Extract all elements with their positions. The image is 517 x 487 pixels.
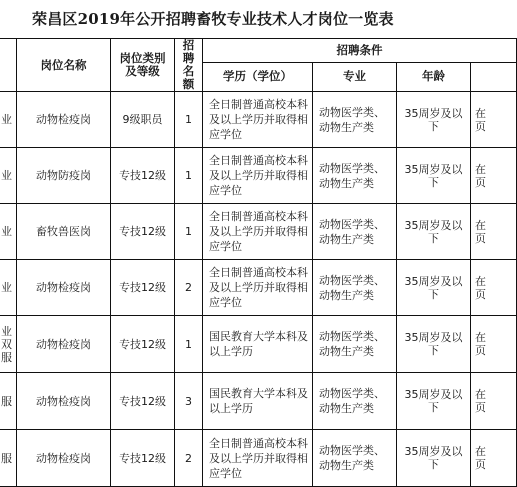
cell-recruit-count: 2: [175, 260, 203, 316]
header-position-name: 岗位名称: [17, 39, 111, 92]
cell-major: 动物医学类、动物生产类: [313, 316, 397, 373]
cell-category-level: 专技12级: [111, 316, 175, 373]
header-recruit-count: 招聘名额: [175, 39, 203, 92]
cell-category-level: 专技12级: [111, 148, 175, 204]
cell-education: 全日制普通高校本科及以上学历并取得相应学位: [203, 430, 313, 487]
table-row: [0, 204, 517, 260]
cell-age: 35周岁及以下: [397, 92, 471, 148]
cell-education: 全日制普通高校本科及以上学历并取得相应学位: [203, 204, 313, 260]
table-row: [0, 316, 517, 373]
table-row: [0, 373, 517, 430]
header-other: [471, 62, 517, 91]
cell-major: 动物医学类、动物生产类: [313, 204, 397, 260]
cell-age: 35周岁及以下: [397, 260, 471, 316]
page-title: 荣昌区2019年公开招聘畜牧专业技术人才岗位一览表: [32, 10, 394, 28]
header-category-level: 岗位类别及等级: [111, 39, 175, 92]
cell-recruit-count: 3: [175, 373, 203, 430]
cell-recruit-count: 1: [175, 92, 203, 148]
cell-recruit-count: 1: [175, 204, 203, 260]
cell-major: 动物医学类、动物生产类: [313, 260, 397, 316]
header-row-top: [0, 39, 517, 63]
cell-education: 全日制普通高校本科及以上学历并取得相应学位: [203, 148, 313, 204]
cell-unit-clip: 业: [0, 260, 17, 316]
cell-category-level: 专技12级: [111, 204, 175, 260]
table-row: [0, 92, 517, 148]
cell-other-clip: 在 页: [471, 204, 517, 260]
cell-other-clip: 在 页: [471, 430, 517, 487]
cell-category-level: 专技12级: [111, 373, 175, 430]
cell-age: 35周岁及以下: [397, 148, 471, 204]
cell-major: 动物医学类、动物生产类: [313, 148, 397, 204]
header-education: 学历（学位）: [203, 62, 313, 91]
cell-education: 国民教育大学本科及以上学历: [203, 316, 313, 373]
cell-position-name: 畜牧兽医岗: [17, 204, 111, 260]
cell-age: 35周岁及以下: [397, 430, 471, 487]
cell-recruit-count: 1: [175, 148, 203, 204]
cell-education: 全日制普通高校本科及以上学历并取得相应学位: [203, 92, 313, 148]
cell-unit-clip: 服: [0, 373, 17, 430]
table-row: [0, 430, 517, 487]
cell-recruit-count: 2: [175, 430, 203, 487]
header-age: 年龄: [397, 62, 471, 91]
cell-position-name: 动物检疫岗: [17, 373, 111, 430]
positions-table: [0, 38, 517, 487]
cell-education: 全日制普通高校本科及以上学历并取得相应学位: [203, 260, 313, 316]
cell-position-name: 动物检疫岗: [17, 316, 111, 373]
cell-other-clip: 在 页: [471, 92, 517, 148]
cell-major: 动物医学类、动物生产类: [313, 430, 397, 487]
table-row: [0, 148, 517, 204]
cell-major: 动物医学类、动物生产类: [313, 373, 397, 430]
cell-category-level: 9级职员: [111, 92, 175, 148]
cell-unit-clip: 业: [0, 204, 17, 260]
cell-age: 35周岁及以下: [397, 373, 471, 430]
cell-other-clip: 在 页: [471, 260, 517, 316]
cell-other-clip: 在 页: [471, 316, 517, 373]
cell-position-name: 动物检疫岗: [17, 430, 111, 487]
cell-position-name: 动物检疫岗: [17, 92, 111, 148]
cell-position-name: 动物防疫岗: [17, 148, 111, 204]
cell-unit-clip: 业 双 服: [0, 316, 17, 373]
cell-unit-clip: 业: [0, 148, 17, 204]
cell-unit-clip: 服: [0, 430, 17, 487]
cell-position-name: 动物检疫岗: [17, 260, 111, 316]
header-unit: [0, 39, 17, 92]
table-body: [0, 92, 517, 487]
header-conditions: 招聘条件: [203, 39, 517, 63]
cell-category-level: 专技12级: [111, 430, 175, 487]
cell-age: 35周岁及以下: [397, 316, 471, 373]
cell-major: 动物医学类、动物生产类: [313, 92, 397, 148]
header-major: 专业: [313, 62, 397, 91]
table-row: [0, 260, 517, 316]
cell-other-clip: 在 页: [471, 148, 517, 204]
cell-education: 国民教育大学本科及以上学历: [203, 373, 313, 430]
cell-unit-clip: 业: [0, 92, 17, 148]
cell-category-level: 专技12级: [111, 260, 175, 316]
cell-other-clip: 在 页: [471, 373, 517, 430]
cell-age: 35周岁及以下: [397, 204, 471, 260]
cell-recruit-count: 1: [175, 316, 203, 373]
